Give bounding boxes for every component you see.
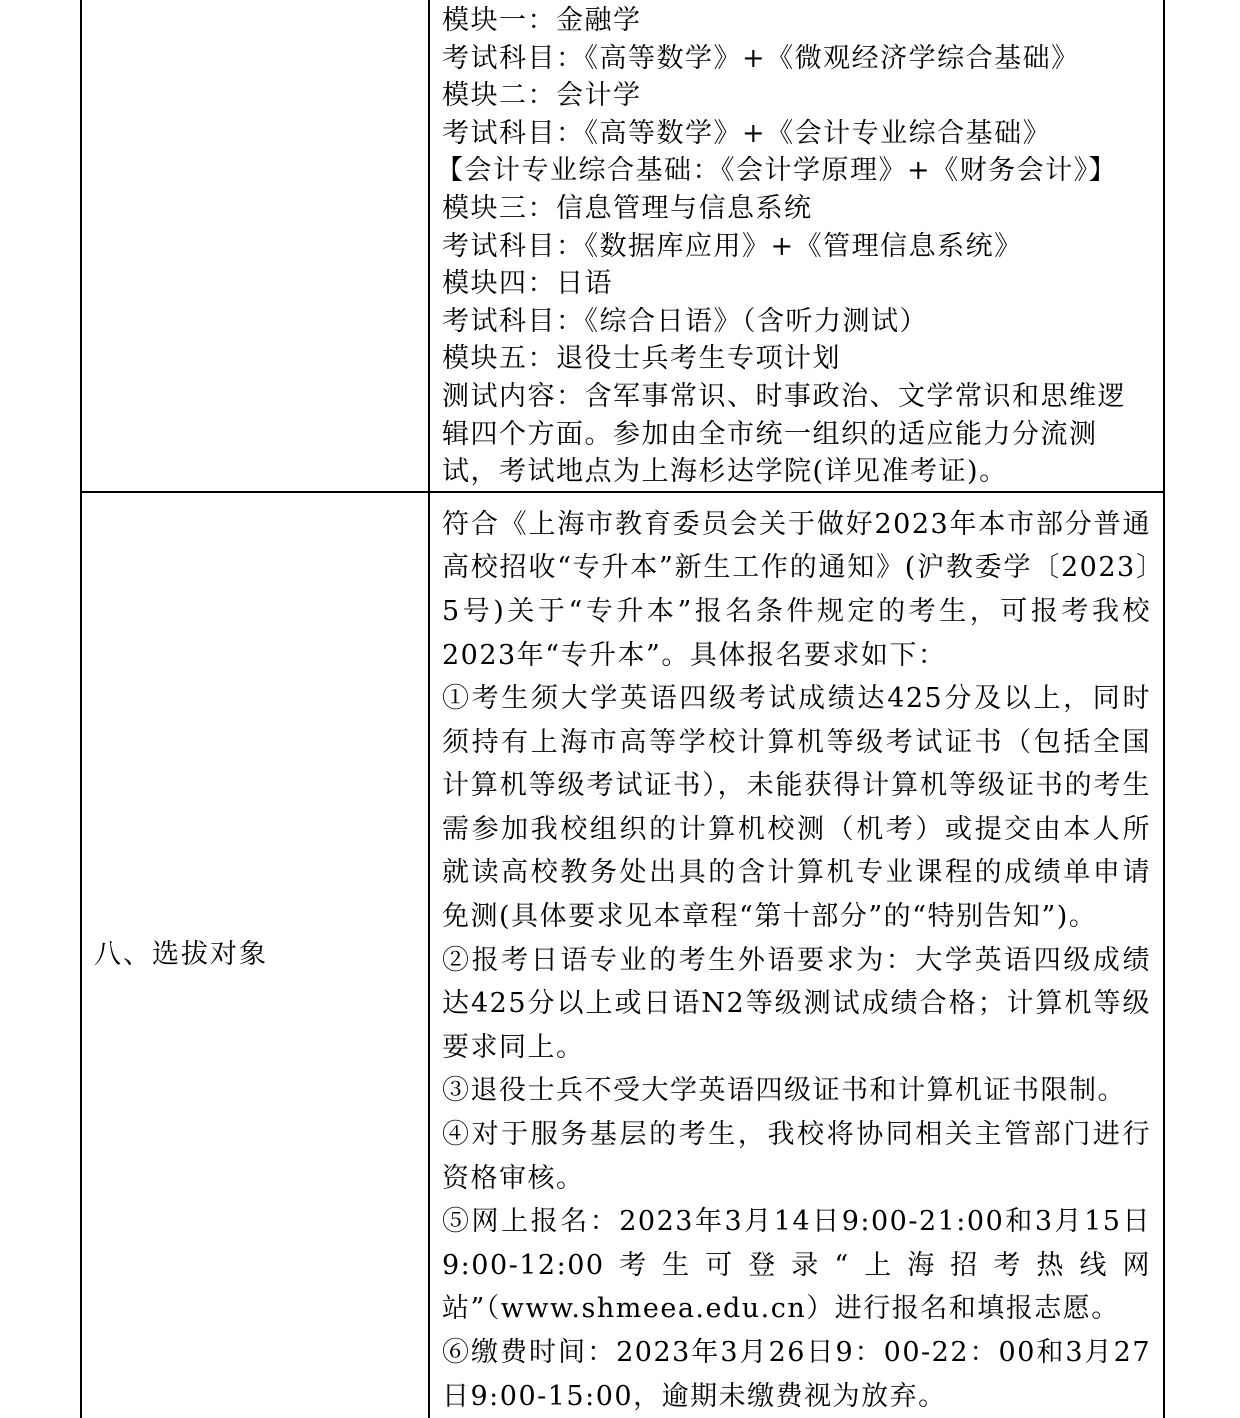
table-cell-section-label	[81, 492, 429, 1418]
admission-table	[80, 0, 1165, 1418]
requirement-item-5: ⑤网上报名：2023年3月14日9:00-21:00和3月15日9:00-12:00考生可登录“上海招考热线网站”（www.shmeea.edu.cn）进行报名和填报志愿。	[442, 1206, 1151, 1325]
table-cell-requirements	[429, 492, 1164, 1418]
table-row-exam-modules	[81, 0, 1164, 492]
module-one-title: 模块一：金融学	[442, 5, 642, 36]
requirement-item-1: ①考生须大学英语四级考试成绩达425分及以上，同时须持有上海市高等学校计算机等级考试证书（包括全国计算机等级考试证书），未能获得计算机等级证书的考生需参加我校组织的计算机校测（机考）或提交由本人所就读高校教务处出具的含计算机专业课程的成绩单申请免测(具体要求见本章程“第十部分”的“特别告知”)。	[442, 683, 1151, 933]
module-two-note: 【会计专业综合基础：《会计学原理》+《财务会计》】	[436, 155, 1118, 187]
module-one-subjects: 考试科目：《高等数学》+《微观经济学综合基础》	[442, 42, 1080, 74]
module-five-title: 模块五：退役士兵考生专项计划	[442, 343, 841, 375]
table-row-selection-target	[81, 492, 1164, 1418]
module-five-test-content: 测试内容：含军事常识、时事政治、文学常识和思维逻辑四个方面。参加由全市统一组织的适应能力分流测试，考试地点为上海杉达学院(详见准考证)。	[442, 380, 1126, 488]
module-two-title: 模块二：会计学	[442, 80, 642, 112]
requirement-item-4: ④对于服务基层的考生，我校将协同相关主管部门进行资格审核。	[442, 1119, 1151, 1194]
requirement-item-2: ②报考日语专业的考生外语要求为：大学英语四级成绩达425分以上或日语N2等级测试成绩合格；计算机等级要求同上。	[442, 944, 1151, 1063]
requirement-item-6: ⑥缴费时间：2023年3月26日9：00-22：00和3月27日9:00-15:00，逾期未缴费视为放弃。	[442, 1337, 1151, 1412]
module-three-title: 模块三：信息管理与信息系统	[442, 192, 813, 224]
module-three-subjects: 考试科目：《数据库应用》+《管理信息系统》	[442, 230, 1023, 262]
table-cell-left-empty	[81, 0, 429, 492]
module-four-subjects: 考试科目：《综合日语》（含听力测试）	[442, 305, 928, 337]
module-four-title: 模块四：日语	[442, 268, 613, 300]
section-label-selection-target: 八、选拔对象	[94, 939, 268, 971]
table-cell-exam-modules	[429, 0, 1164, 492]
requirement-item-3: ③退役士兵不受大学英语四级证书和计算机证书限制。	[442, 1075, 1126, 1107]
module-two-subjects: 考试科目：《高等数学》+《会计专业综合基础》	[442, 117, 1052, 149]
requirements-intro: 符合《上海市教育委员会关于做好2023年本市部分普通高校招收“专升本”新生工作的通知》(沪教委学〔2023〕5号)关于“专升本”报名条件规定的考生，可报考我校2023年“专升本”。具体报名要求如下：	[442, 508, 1151, 671]
